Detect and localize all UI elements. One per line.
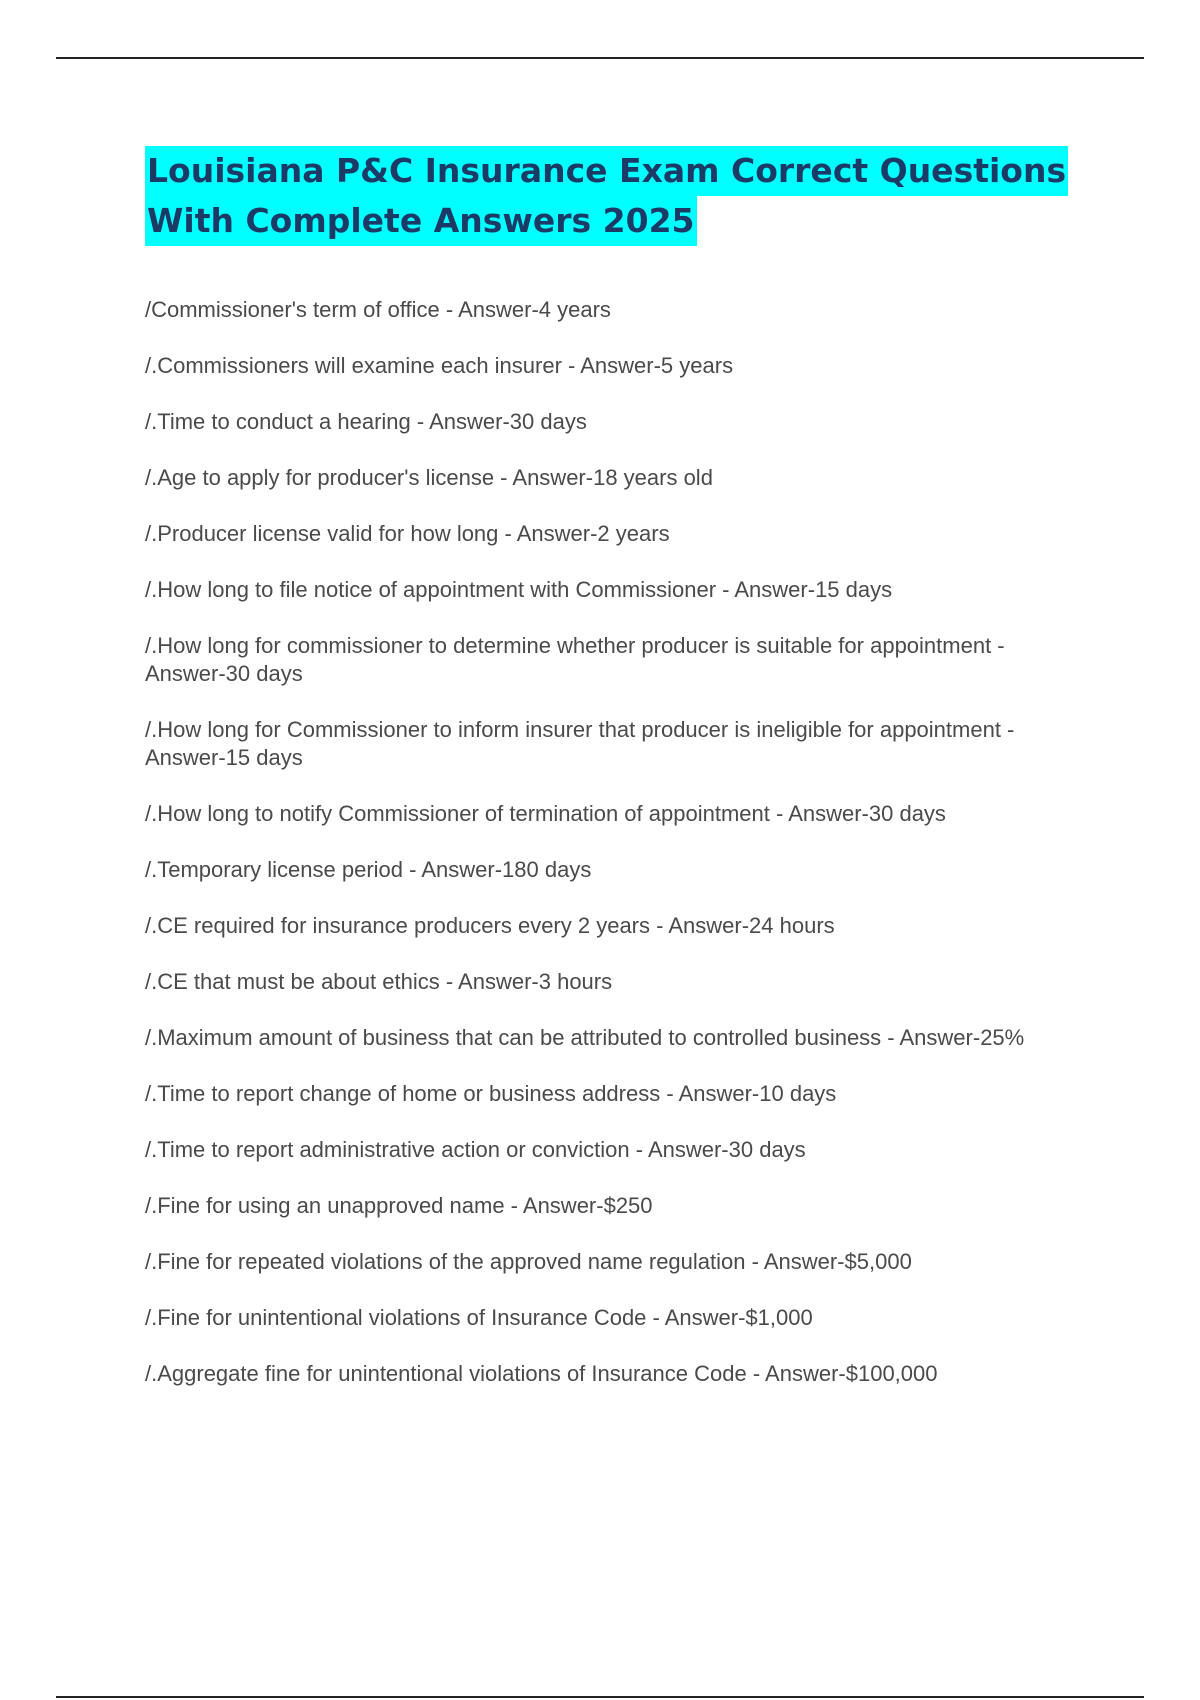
qa-item-controlled-business: /.Maximum amount of business that can be attributed to controlled business - Answer-25%: [145, 1025, 1025, 1050]
qa-item-commissioner-term: /Commissioner's term of office - Answer-4 years: [145, 297, 611, 322]
qa-item-examine-insurer: /.Commissioners will examine each insurer - Answer-5 years: [145, 353, 734, 378]
qa-item-temporary-license: /.Temporary license period - Answer-180 days: [145, 857, 592, 882]
qa-item-suitability-determination: /.How long for commissioner to determine whether producer is suitable for appointment - Answer-30 days: [145, 633, 1005, 686]
qa-item-repeated-violations-fine: /.Fine for repeated violations of the approved name regulation - Answer-$5,000: [145, 1249, 912, 1274]
qa-item-unintentional-violations-fine: /.Fine for unintentional violations of Insurance Code - Answer-$1,000: [145, 1305, 813, 1330]
page-title-line-1: Louisiana P&C Insurance Exam Correct Questions: [145, 146, 1068, 196]
qa-item-license-validity: /.Producer license valid for how long - Answer-2 years: [145, 521, 670, 546]
bottom-divider: [56, 1696, 1144, 1698]
qa-item-license-age: /.Age to apply for producer's license - Answer-18 years old: [145, 465, 713, 490]
qa-item-unapproved-name-fine: /.Fine for using an unapproved name - Answer-$250: [145, 1193, 653, 1218]
page-title-line-2: With Complete Answers 2025: [145, 196, 697, 246]
qa-item-address-change: /.Time to report change of home or business address - Answer-10 days: [145, 1081, 837, 1106]
qa-item-termination-notice: /.How long to notify Commissioner of termination of appointment - Answer-30 days: [145, 801, 946, 826]
page-title: [145, 146, 1067, 246]
qa-item-ineligibility-notice: /.How long for Commissioner to inform insurer that producer is ineligible for appointment - Answer-15 days: [145, 717, 1015, 770]
qa-item-hearing-time: /.Time to conduct a hearing - Answer-30 days: [145, 409, 587, 434]
qa-item-ce-ethics: /.CE that must be about ethics - Answer-3 hours: [145, 969, 613, 994]
qa-item-aggregate-fine: /.Aggregate fine for unintentional violations of Insurance Code - Answer-$100,000: [145, 1361, 938, 1386]
qa-item-administrative-action: /.Time to report administrative action or conviction - Answer-30 days: [145, 1137, 806, 1162]
question-answer-list: [145, 296, 1090, 1416]
qa-item-ce-required: /.CE required for insurance producers every 2 years - Answer-24 hours: [145, 913, 835, 938]
top-divider: [56, 57, 1144, 59]
qa-item-appointment-notice: /.How long to file notice of appointment with Commissioner - Answer-15 days: [145, 577, 893, 602]
